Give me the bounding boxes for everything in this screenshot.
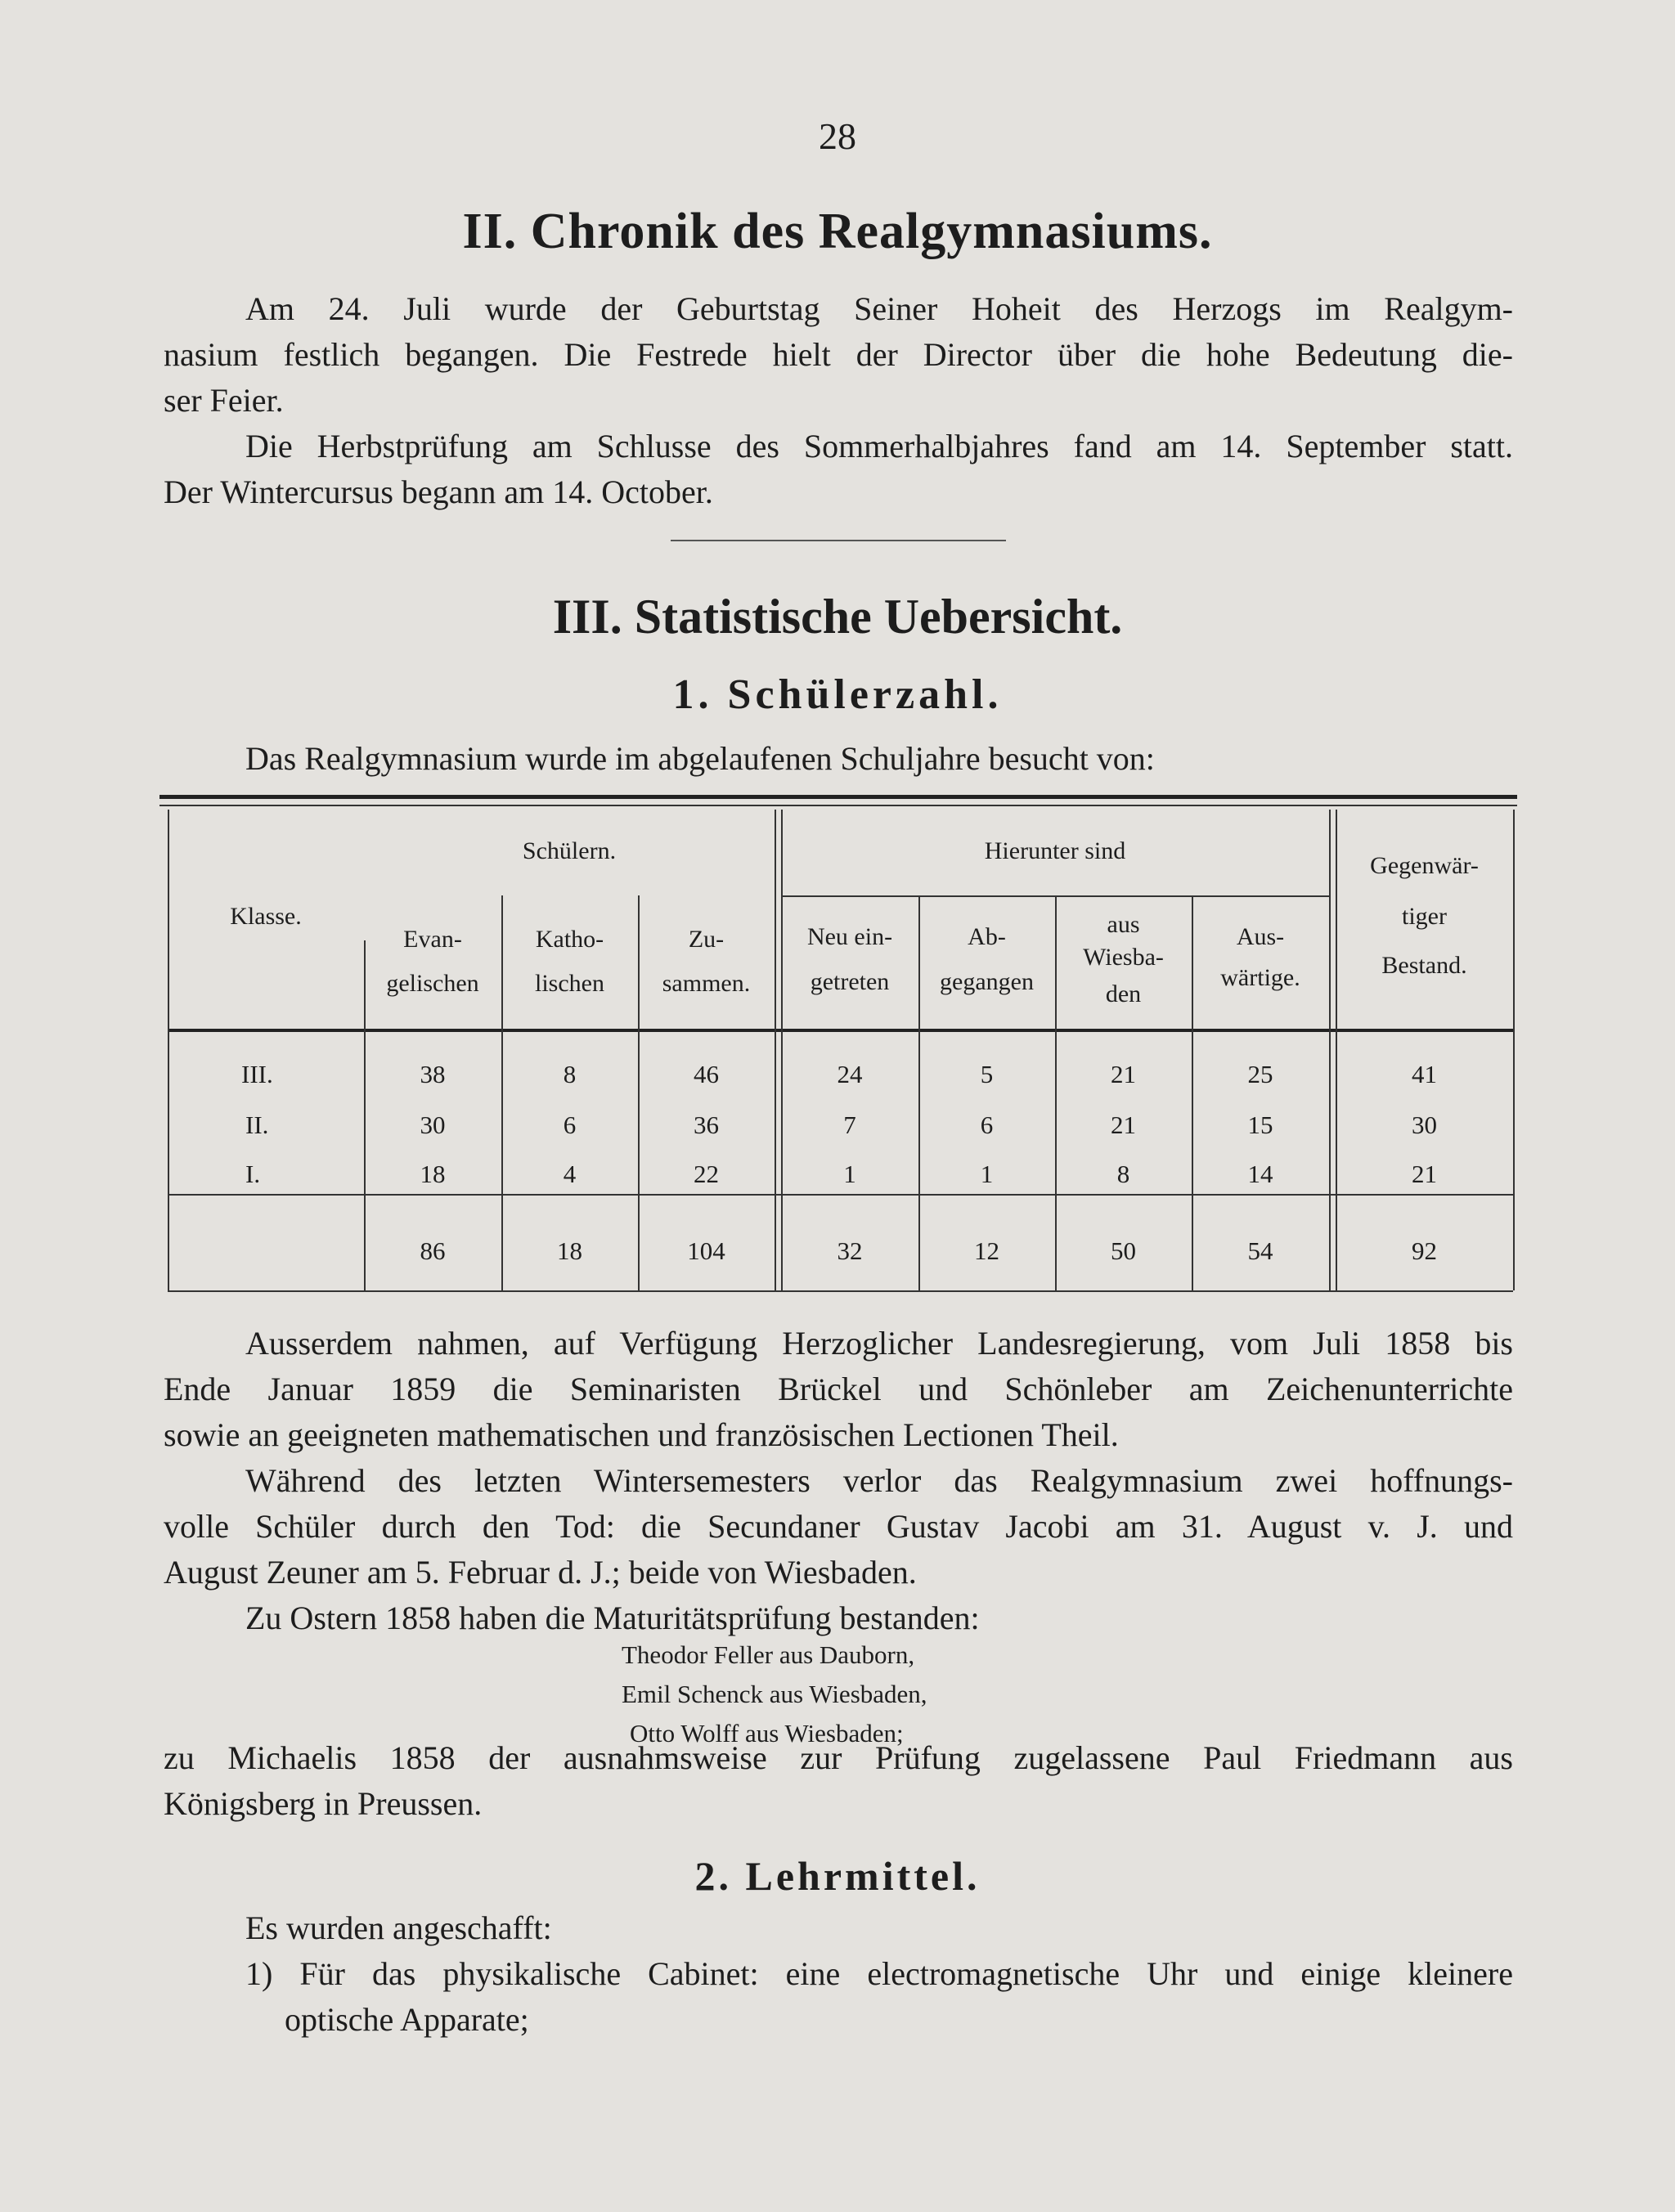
text-line: Während des letzten Wintersemesters verlor das Realgymnasium zwei hoffnungs- (245, 1462, 1513, 1499)
table-cell: 21 (1111, 1060, 1136, 1088)
text-line: 1) Für das physikalische Cabinet: eine electromagnetische Uhr und einige kleinere (245, 1955, 1513, 1992)
table-cell: 36 (694, 1110, 719, 1139)
text-line: ser Feier. (164, 382, 284, 419)
table-cell: 21 (1111, 1110, 1136, 1139)
header-aus-wiesbaden: den (1105, 980, 1142, 1007)
table-cell: 8 (1116, 1160, 1130, 1188)
text-line: Es wurden angeschafft: (245, 1909, 552, 1946)
table-cell: 18 (420, 1160, 446, 1188)
table-cell: 14 (1247, 1160, 1273, 1188)
section-heading-chronik: II. Chronik des Realgymnasiums. (462, 204, 1213, 259)
header-auswaertige: wärtige. (1220, 964, 1300, 991)
table-total-cell: 32 (837, 1236, 863, 1265)
graduate-name: Theodor Feller aus Dauborn, (622, 1640, 915, 1669)
page-number: 28 (819, 115, 856, 157)
text-line: Die Herbstprüfung am Schlusse des Sommerhalbjahres fand am 14. September statt. (245, 428, 1513, 464)
header-gegenwaertig: Bestand. (1381, 952, 1467, 979)
table-cell: 25 (1247, 1060, 1273, 1088)
header-aus-wiesbaden: aus (1107, 911, 1140, 938)
table-cell: 7 (843, 1110, 856, 1139)
table-cell: 8 (563, 1060, 577, 1088)
table-cell: 6 (563, 1110, 577, 1139)
text-line: nasium festlich begangen. Die Festrede hielt der Director über die hohe Bedeutung die- (164, 336, 1513, 373)
table-total-cell: 18 (557, 1236, 582, 1265)
table-cell: 1 (843, 1160, 856, 1188)
table-cell-klasse: II. (245, 1110, 269, 1139)
table-cell: 22 (694, 1160, 719, 1188)
table-cell: 15 (1247, 1110, 1273, 1139)
text-line: Königsberg in Preussen. (164, 1785, 483, 1822)
graduate-name: Otto Wolff aus Wiesbaden; (630, 1719, 904, 1748)
header-klasse: Klasse. (230, 903, 302, 930)
table-intro-text: Das Realgymnasium wurde im abgelaufenen Schuljahre besucht von: (245, 740, 1155, 777)
text-line: optische Apparate; (285, 2001, 529, 2038)
table-cell: 1 (980, 1160, 994, 1188)
header-abgegangen: gegangen (940, 968, 1034, 995)
graduate-name: Emil Schenck aus Wiesbaden, (622, 1680, 927, 1708)
table-cell-klasse: I. (245, 1160, 261, 1188)
text-line: Am 24. Juli wurde der Geburtstag Seiner Hoheit des Herzogs im Realgym- (245, 290, 1513, 327)
lehrmittel-paragraph (164, 1905, 1513, 2043)
text-line: sowie an geeigneten mathematischen und französischen Lectionen Theil. (164, 1416, 1119, 1453)
table-cell: 21 (1412, 1160, 1437, 1188)
table-total-cell: 86 (420, 1236, 446, 1265)
header-zusammen: sammen. (662, 970, 751, 997)
header-katholischen: lischen (535, 970, 604, 997)
table-cell: 24 (837, 1060, 863, 1088)
text-line: Ende Januar 1859 die Seminaristen Brückel und Schönleber am Zeichenunterrichte (164, 1371, 1513, 1407)
header-zusammen: Zu- (688, 926, 725, 953)
table-cell: 4 (563, 1160, 577, 1188)
table-cell: 30 (1412, 1110, 1437, 1139)
text-line: Ausserdem nahmen, auf Verfügung Herzoglicher Landesregierung, vom Juli 1858 bis (245, 1325, 1513, 1362)
text-line: Der Wintercursus begann am 14. October. (164, 473, 713, 510)
header-auswaertige: Aus- (1236, 923, 1285, 950)
table-cell: 46 (694, 1060, 719, 1088)
table-total-cell: 54 (1247, 1236, 1273, 1265)
header-gegenwaertig: tiger (1402, 903, 1447, 930)
header-evangelischen: Evan- (403, 926, 462, 953)
text-line: volle Schüler durch den Tod: die Secundaner Gustav Jacobi am 31. August v. J. und (164, 1508, 1513, 1545)
statistics-paragraph (164, 1321, 1513, 1641)
table-total-cell: 104 (687, 1236, 725, 1265)
table-total-cell: 92 (1412, 1236, 1437, 1265)
header-aus-wiesbaden: Wiesba- (1083, 944, 1164, 971)
header-neu-eingetreten: getreten (810, 968, 890, 995)
text-line: zu Michaelis 1858 der ausnahmsweise zur Prüfung zugelassene Paul Friedmann aus (164, 1739, 1513, 1776)
table-cell: 5 (980, 1060, 994, 1088)
table-cell: 38 (420, 1060, 446, 1088)
text-line: August Zeuner am 5. Februar d. J.; beide von Wiesbaden. (164, 1554, 917, 1591)
michaelis-paragraph (164, 1735, 1513, 1827)
table-cell: 41 (1412, 1060, 1437, 1088)
table-cell-klasse: III. (241, 1060, 273, 1088)
header-evangelischen: gelischen (386, 970, 479, 997)
table-total-cell: 12 (974, 1236, 999, 1265)
section-heading-statistik: III. Statistische Uebersicht. (552, 590, 1123, 644)
text-line: Zu Ostern 1858 haben die Maturitätsprüfung bestanden: (245, 1600, 980, 1636)
header-schuelern: Schülern. (522, 837, 617, 864)
table-cell: 30 (420, 1110, 446, 1139)
header-abgegangen: Ab- (968, 923, 1006, 950)
table-total-cell: 50 (1111, 1236, 1136, 1265)
subsection-heading-lehrmittel: 2. Lehrmittel. (694, 1853, 981, 1899)
header-neu-eingetreten: Neu ein- (806, 923, 893, 950)
subsection-heading-schuelerzahl: 1. Schülerzahl. (672, 671, 1003, 718)
table-cell: 6 (980, 1110, 994, 1139)
header-hierunter: Hierunter sind (984, 837, 1126, 864)
header-katholischen: Katho- (535, 926, 604, 953)
header-gegenwaertig: Gegenwär- (1370, 852, 1479, 879)
